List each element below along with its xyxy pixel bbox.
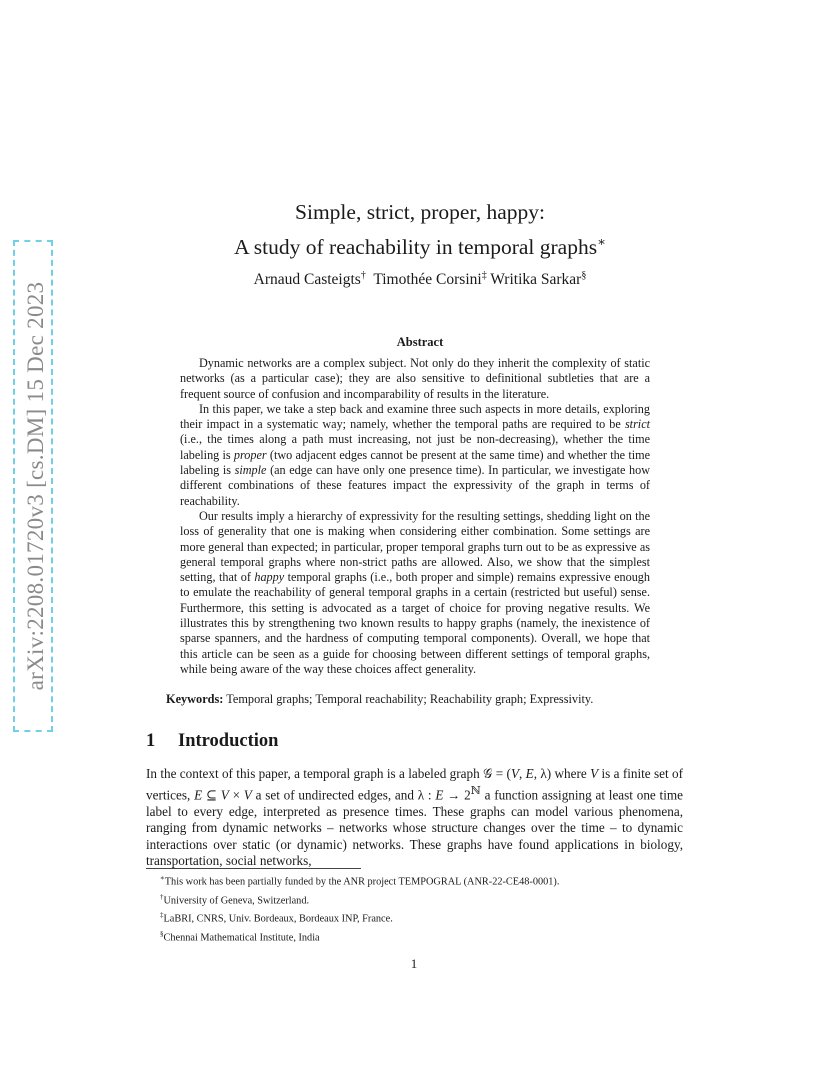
intro-text-run: , λ) where [533,766,591,781]
abstract-text: Our results imply a hierarchy of expressivity for the resulting settings, shedding light on the loss of generality that one is making when considering either combination. Some settings are more general than expected; in particular, proper temporal graphs turn out to be as expressive as general temporal graphs where non-strict paths are allowed. Also, we show that the simplest setting, that of [180,508,650,585]
footnote [146,927,686,946]
footnote [146,908,686,927]
intro-text-run: a set of undirected edges, and λ : [251,786,436,802]
footnote-mark: ‡ [160,911,164,920]
footnote-mark: ∗ [160,874,165,882]
title-line-2-text: A study of reachability in temporal graphs [234,235,598,260]
intro-text [146,766,683,870]
intro-text-run: × [228,786,244,802]
author-affiliation-mark: § [581,270,587,281]
abstract-paragraph [180,402,650,509]
arxiv-identifier: arXiv:2208.01720v3 [cs.DM] 15 Dec 2023 [23,281,48,691]
math-variable: E [525,766,534,781]
introduction-paragraph [146,766,683,870]
math-variable: V [243,786,252,802]
math-variable: V [590,766,599,781]
intro-text-run: = ( [492,766,511,781]
abstract-heading: Abstract [396,335,444,349]
abstract-text: (i.e., the times along a path must increasing, not just be non-decreasing), whether the time labeling is [180,432,650,462]
footnote-text: LaBRI, CNRS, Univ. Bordeaux, Bordeaux INP, France. [163,913,393,925]
math-variable: E [194,786,203,802]
author-affiliation-mark: † [360,270,366,281]
author-name: Timothée Corsini [373,271,482,289]
author-name: Arnaud Casteigts [253,271,361,289]
section-title: Introduction [178,731,279,751]
page-number: 1 [410,956,418,971]
footnote-text: This work has been partially funded by the ANR project TEMPOGRAL (ANR-22-CE48-0001). [164,876,560,888]
keywords-text: Temporal graphs; Temporal reachability; Reachability graph; Expressivity. [226,692,594,706]
author-list [140,270,700,289]
intro-text-run: In the context of this paper, a temporal graph is a labeled graph [146,766,484,781]
footnote-text: Chennai Mathematical Institute, India [163,932,320,944]
keywords [166,692,666,707]
math-variable: E [435,786,444,802]
intro-text-run: → 2 [443,786,471,802]
abstract-text: temporal graphs (i.e., both proper and simple) remains expressive enough to emulate the reachability of general temporal graphs in a certain (restricted but useful) sense. Furthermore, this setting is advocated as a target of choice for proving negative results. We illustrates this by strengthening two known results to happy graphs (namely, the inexistence of sparse spanners, and the hardness of computing temporal components). Overall, we hope that this article can be seen as a guide for choosing between different settings of temporal graphs, while being aware of the way these choices affect generality. [180,570,650,676]
author-name: Writika Sarkar [490,271,582,289]
emphasis-term: happy [254,570,285,585]
intro-text-run: a function assigning at least one time label to every edge, interpreted as presence times. These graphs can model various phenomena, ranging from dynamic networks – networks whose structure changes over the time – to dynamic interactions over static (or dynamic) networks. These graphs have found applications in biology, transportation, social networks, [146,786,683,869]
title-line-1: Simple, strict, proper, happy: [295,200,545,224]
math-symbol: 𝒢 [483,766,493,781]
footnote-mark: † [160,892,164,901]
section-number: 1 [146,731,156,751]
emphasis-term: strict [624,417,650,432]
abstract-paragraph [180,509,650,677]
abstract-text: (an edge can have only one presence time). In particular, we investigate how different combinations of these features impact the expressivity of the graph in terms of reachability. [180,463,650,508]
intro-text-run: ⊆ [202,786,221,802]
title-footnote-mark: ∗ [597,234,606,249]
intro-text-run: is a finite set of vertices, [146,766,683,802]
math-superscript: ℕ [470,784,481,797]
abstract-paragraph: Dynamic networks are a complex subject. Not only do they inherit the complexity of static networks (as a particular case); they are also sensitive to definitional subtleties that are a frequent source of confusion and incomparability of results in the literature. [180,356,650,401]
footnote-rule [146,868,361,869]
intro-text-run: , [519,766,526,781]
footnotes [146,871,686,946]
footnote [146,871,686,890]
section-heading [146,731,278,752]
paper-title [140,197,700,262]
footnote-mark: § [160,929,164,938]
emphasis-term: simple [234,463,267,478]
footnote-text: University of Geneva, Switzerland. [163,895,310,907]
math-variable: V [510,766,520,781]
math-variable: V [220,786,229,802]
keywords-label: Keywords: [166,692,224,706]
title-line-2 [140,227,700,262]
author-affiliation-mark: ‡ [481,270,487,281]
abstract-text: (two adjacent edges cannot be present at the same time) and whether the time labeling is [180,447,651,478]
footnote [146,890,686,909]
abstract-body [180,356,650,677]
abstract-text: In this paper, we take a step back and examine three such aspects in more details, exploring their impact in a systematic way; namely, whether the temporal paths are required to be [180,401,650,432]
emphasis-term: proper [233,447,267,462]
